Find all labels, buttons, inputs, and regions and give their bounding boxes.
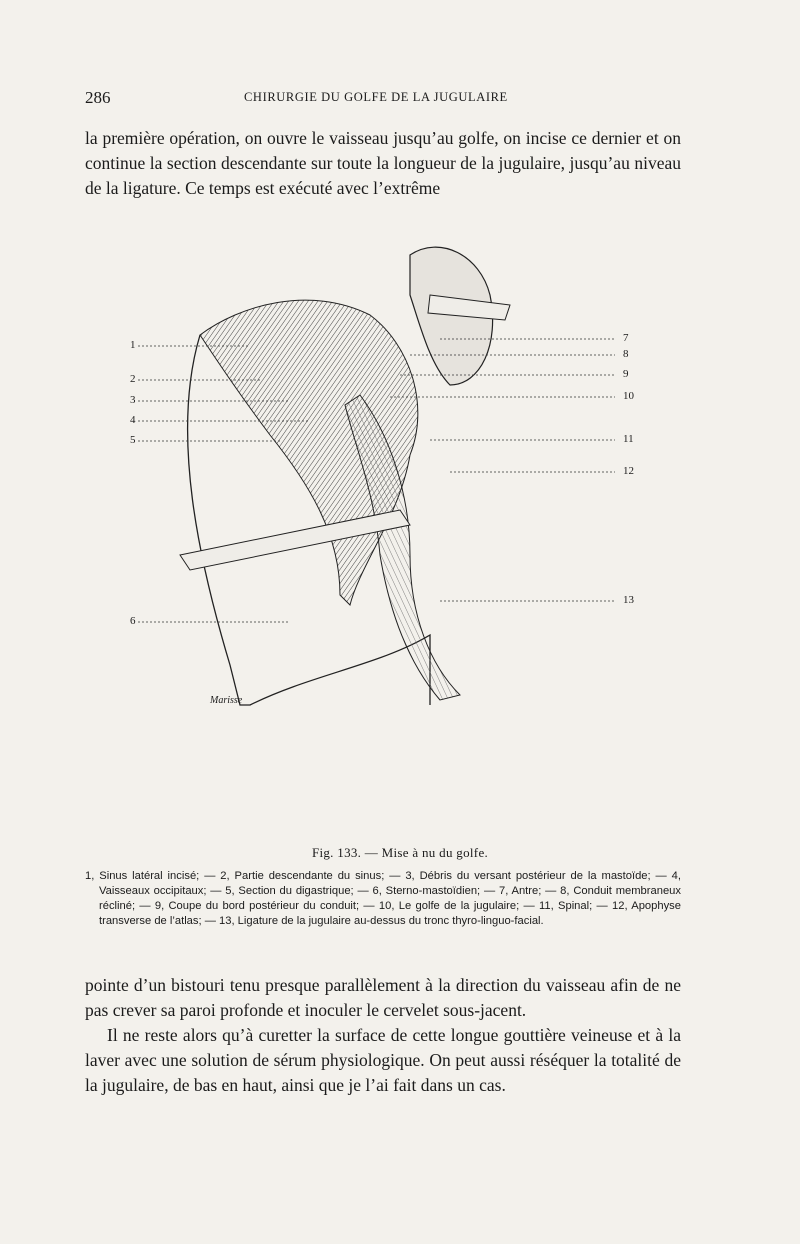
figure-caption: Fig. 133. — Mise à nu du golfe. <box>311 845 489 860</box>
figure-label-right: 12 <box>623 465 634 477</box>
page-number: 286 <box>85 88 111 107</box>
running-title: CHIRURGIE DU GOLFE DE LA JUGULAIRE <box>244 90 508 104</box>
engraving-drawing <box>110 235 650 835</box>
anatomical-illustration <box>110 235 650 835</box>
figure-legend-text: 1, Sinus latéral incisé; — 2, Partie descendante du sinus; — 3, Débris du versant postérieur de la mastoïde; — 4, Vaisseaux occipitaux; — 5, Section du digastrique; — 6, Sterno-mastoïdien; — 7, Antre; — 8, Conduit membraneux récliné; — 9, Coupe du bord postérieur du conduit; — 10, Le golfe de la jugulaire; — 11, Spinal; — 12, Apophyse transverse de l’atlas; — 13, Ligature de la jugulaire au-dessus du tronc thyro-linguo-facial. <box>85 870 681 927</box>
engraver-signature: Marisse <box>210 695 243 706</box>
paragraph: la première opération, on ouvre le vaisseau jusqu’au golfe, on incise ce dernier et on continue la section descendante sur toute la longueur de la jugulaire, jusqu’au niveau de la ligature. Ce temps est exécuté avec l’extrême <box>85 128 681 198</box>
figure-label-right: 8 <box>623 348 629 360</box>
figure-label-left: 4 <box>130 414 136 426</box>
figure-label-left: 3 <box>130 394 136 406</box>
figure-label-right: 10 <box>623 390 634 402</box>
figure-label-right: 11 <box>623 433 634 445</box>
figure-label-right: 13 <box>623 594 634 606</box>
figure-legend <box>85 869 681 929</box>
paragraph: pointe d’un bistouri tenu presque parallèlement à la direction du vaisseau afin de ne pas crever sa paroi profonde et inoculer le cervelet sous-jacent. <box>85 975 681 1020</box>
figure-label-left: 5 <box>130 434 136 446</box>
figure-label-left: 1 <box>130 339 136 351</box>
paragraph: Il ne reste alors qu’à curetter la surface de cette longue gouttière veineuse et à la laver avec une solution de sérum physiologique. On peut aussi réséquer la totalité de la jugulaire, de bas en haut, ainsi que je l’ai fait dans un cas. <box>85 1025 681 1095</box>
figure-label-right: 7 <box>623 332 629 344</box>
figure-label-left: 2 <box>130 373 136 385</box>
figure-label-right: 9 <box>623 368 629 380</box>
figure-label-left: 6 <box>130 615 136 627</box>
